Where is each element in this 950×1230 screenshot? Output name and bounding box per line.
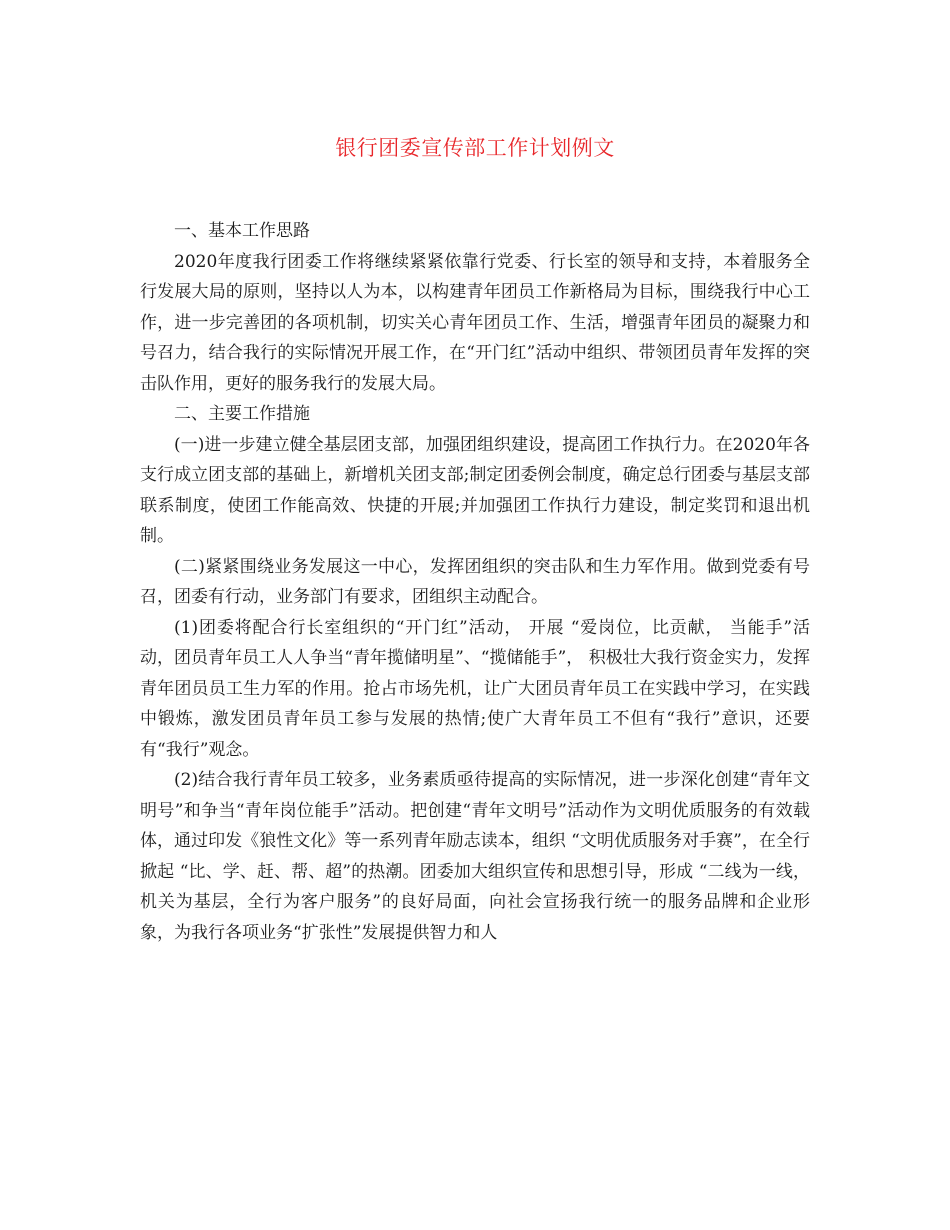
paragraph-item-1: (1)团委将配合行长室组织的“开门红”活动， 开展 “爱岗位，比贡献， 当能手”活动，团员青年员工人人争当“青年揽储明星”、“揽储能手”， 积极壮大我行资金实力，发挥青年团员员工生力军的作用。抢占市场先机，让广大团员青年员工在实践中学习，在实践中锻炼，激发团员青年员工参与发展的热情;使广大青年员工不但有“我行”意识，还要有“我行”观念。	[140, 617, 810, 760]
paragraph-basic-ideas: 2020年度我行团委工作将继续紧紧依靠行党委、行长室的领导和支持，本着服务全行发展大局的原则，坚持以人为本，以构建青年团员工作新格局为目标，围绕我行中心工作，进一步完善团的各项机制，切实关心青年团员工作、生活，增强青年团员的凝聚力和号召力，结合我行的实际情况开展工作，在“开门红”活动中组织、带领团员青年发挥的突击队作用，更好的服务我行的发展大局。	[140, 251, 810, 394]
section-heading-basic-ideas: 一、基本工作思路	[174, 221, 310, 241]
paragraph-item-2: (2)结合我行青年员工较多，业务素质亟待提高的实际情况，进一步深化创建“青年文明号”和争当“青年岗位能手”活动。把创建“青年文明号”活动作为文明优质服务的有效载体，通过印发《狼性文化》等一系列青年励志读本，组织 “文明优质服务对手赛”，在全行掀起 “比、学、赶、帮、超”的热潮。团委加大组织宣传和思想引导，形成 “二线为一线，机关为基层，全行为客户服务”的良好局面，向社会宣扬我行统一的服务品牌和企业形象，为我行各项业务“扩张性”发展提供智力和人	[140, 770, 810, 943]
paragraph-measure-1: (一)进一步建立健全基层团支部，加强团组织建设，提高团工作执行力。在2020年各支行成立团支部的基础上，新增机关团支部;制定团委例会制度，确定总行团委与基层支部联系制度，使团工作能高效、快捷的开展;并加强团工作执行力建设，制定奖罚和退出机制。	[140, 434, 810, 546]
document-body	[140, 216, 810, 948]
document-title: 银行团委宣传部工作计划例文	[335, 136, 615, 160]
paragraph-measure-2: (二)紧紧围绕业务发展这一中心，发挥团组织的突击队和生力军作用。做到党委有号召，团委有行动，业务部门有要求，团组织主动配合。	[140, 556, 810, 607]
section-heading-main-measures: 二、主要工作措施	[174, 404, 310, 424]
